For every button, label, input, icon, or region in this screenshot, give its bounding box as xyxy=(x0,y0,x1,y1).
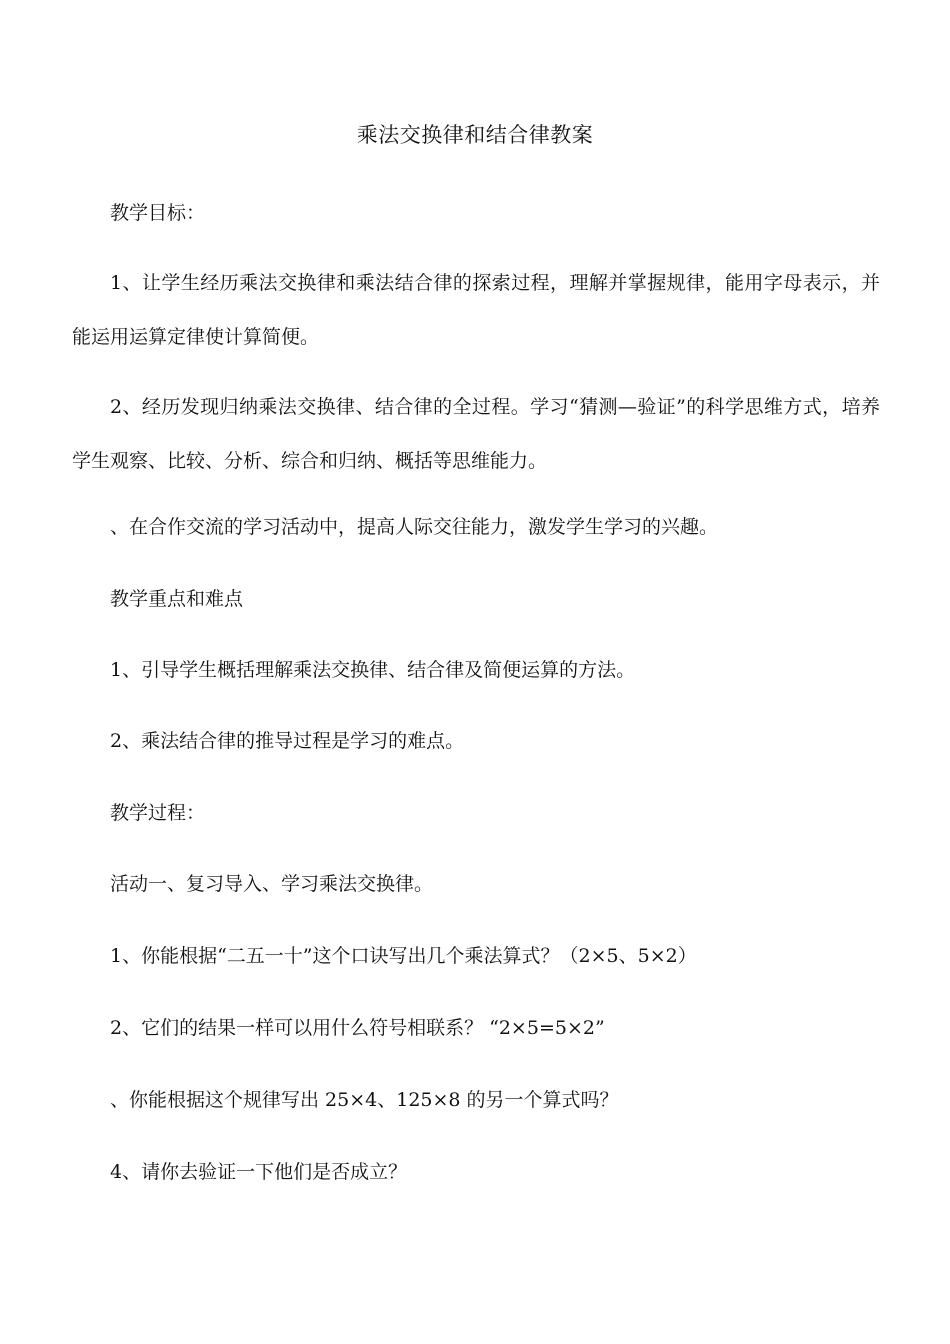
step-4: 4、请你去验证一下他们是否成立？ xyxy=(110,1161,408,1183)
heading-teaching-process: 教学过程： xyxy=(110,802,206,824)
activity-1-heading: 活动一、复习导入、学习乘法交换律。 xyxy=(110,873,434,895)
objective-1: 1、让学生经历乘法交换律和乘法结合律的探索过程，理解并掌握规律，能用字母表示，并能运用运算定律使计算简便。 xyxy=(72,272,880,348)
objective-3: 、在合作交流的学习活动中，提高人际交往能力，激发学生学习的兴趣。 xyxy=(110,516,719,538)
key-point-1: 1、引导学生概括理解乘法交换律、结合律及简便运算的方法。 xyxy=(110,659,636,681)
document-title: 乘法交换律和结合律教案 xyxy=(356,123,594,147)
step-2: 2、它们的结果一样可以用什么符号相联系？ “2×5=5×2” xyxy=(110,1017,605,1039)
key-point-2: 2、乘法结合律的推导过程是学习的难点。 xyxy=(110,730,465,752)
step-3: 、你能根据这个规律写出 25×4、125×8 的另一个算式吗？ xyxy=(110,1089,619,1111)
step-1: 1、你能根据“二五一十”这个口诀写出几个乘法算式？（2×5、5×2） xyxy=(110,945,697,967)
objective-2: 2、经历发现归纳乘法交换律、结合律的全过程。学习“猜测—验证”的科学思维方式，培养学生观察、比较、分析、综合和归纳、概括等思维能力。 xyxy=(72,396,880,472)
heading-key-points: 教学重点和难点 xyxy=(110,588,244,610)
heading-teaching-objectives: 教学目标： xyxy=(110,202,206,224)
